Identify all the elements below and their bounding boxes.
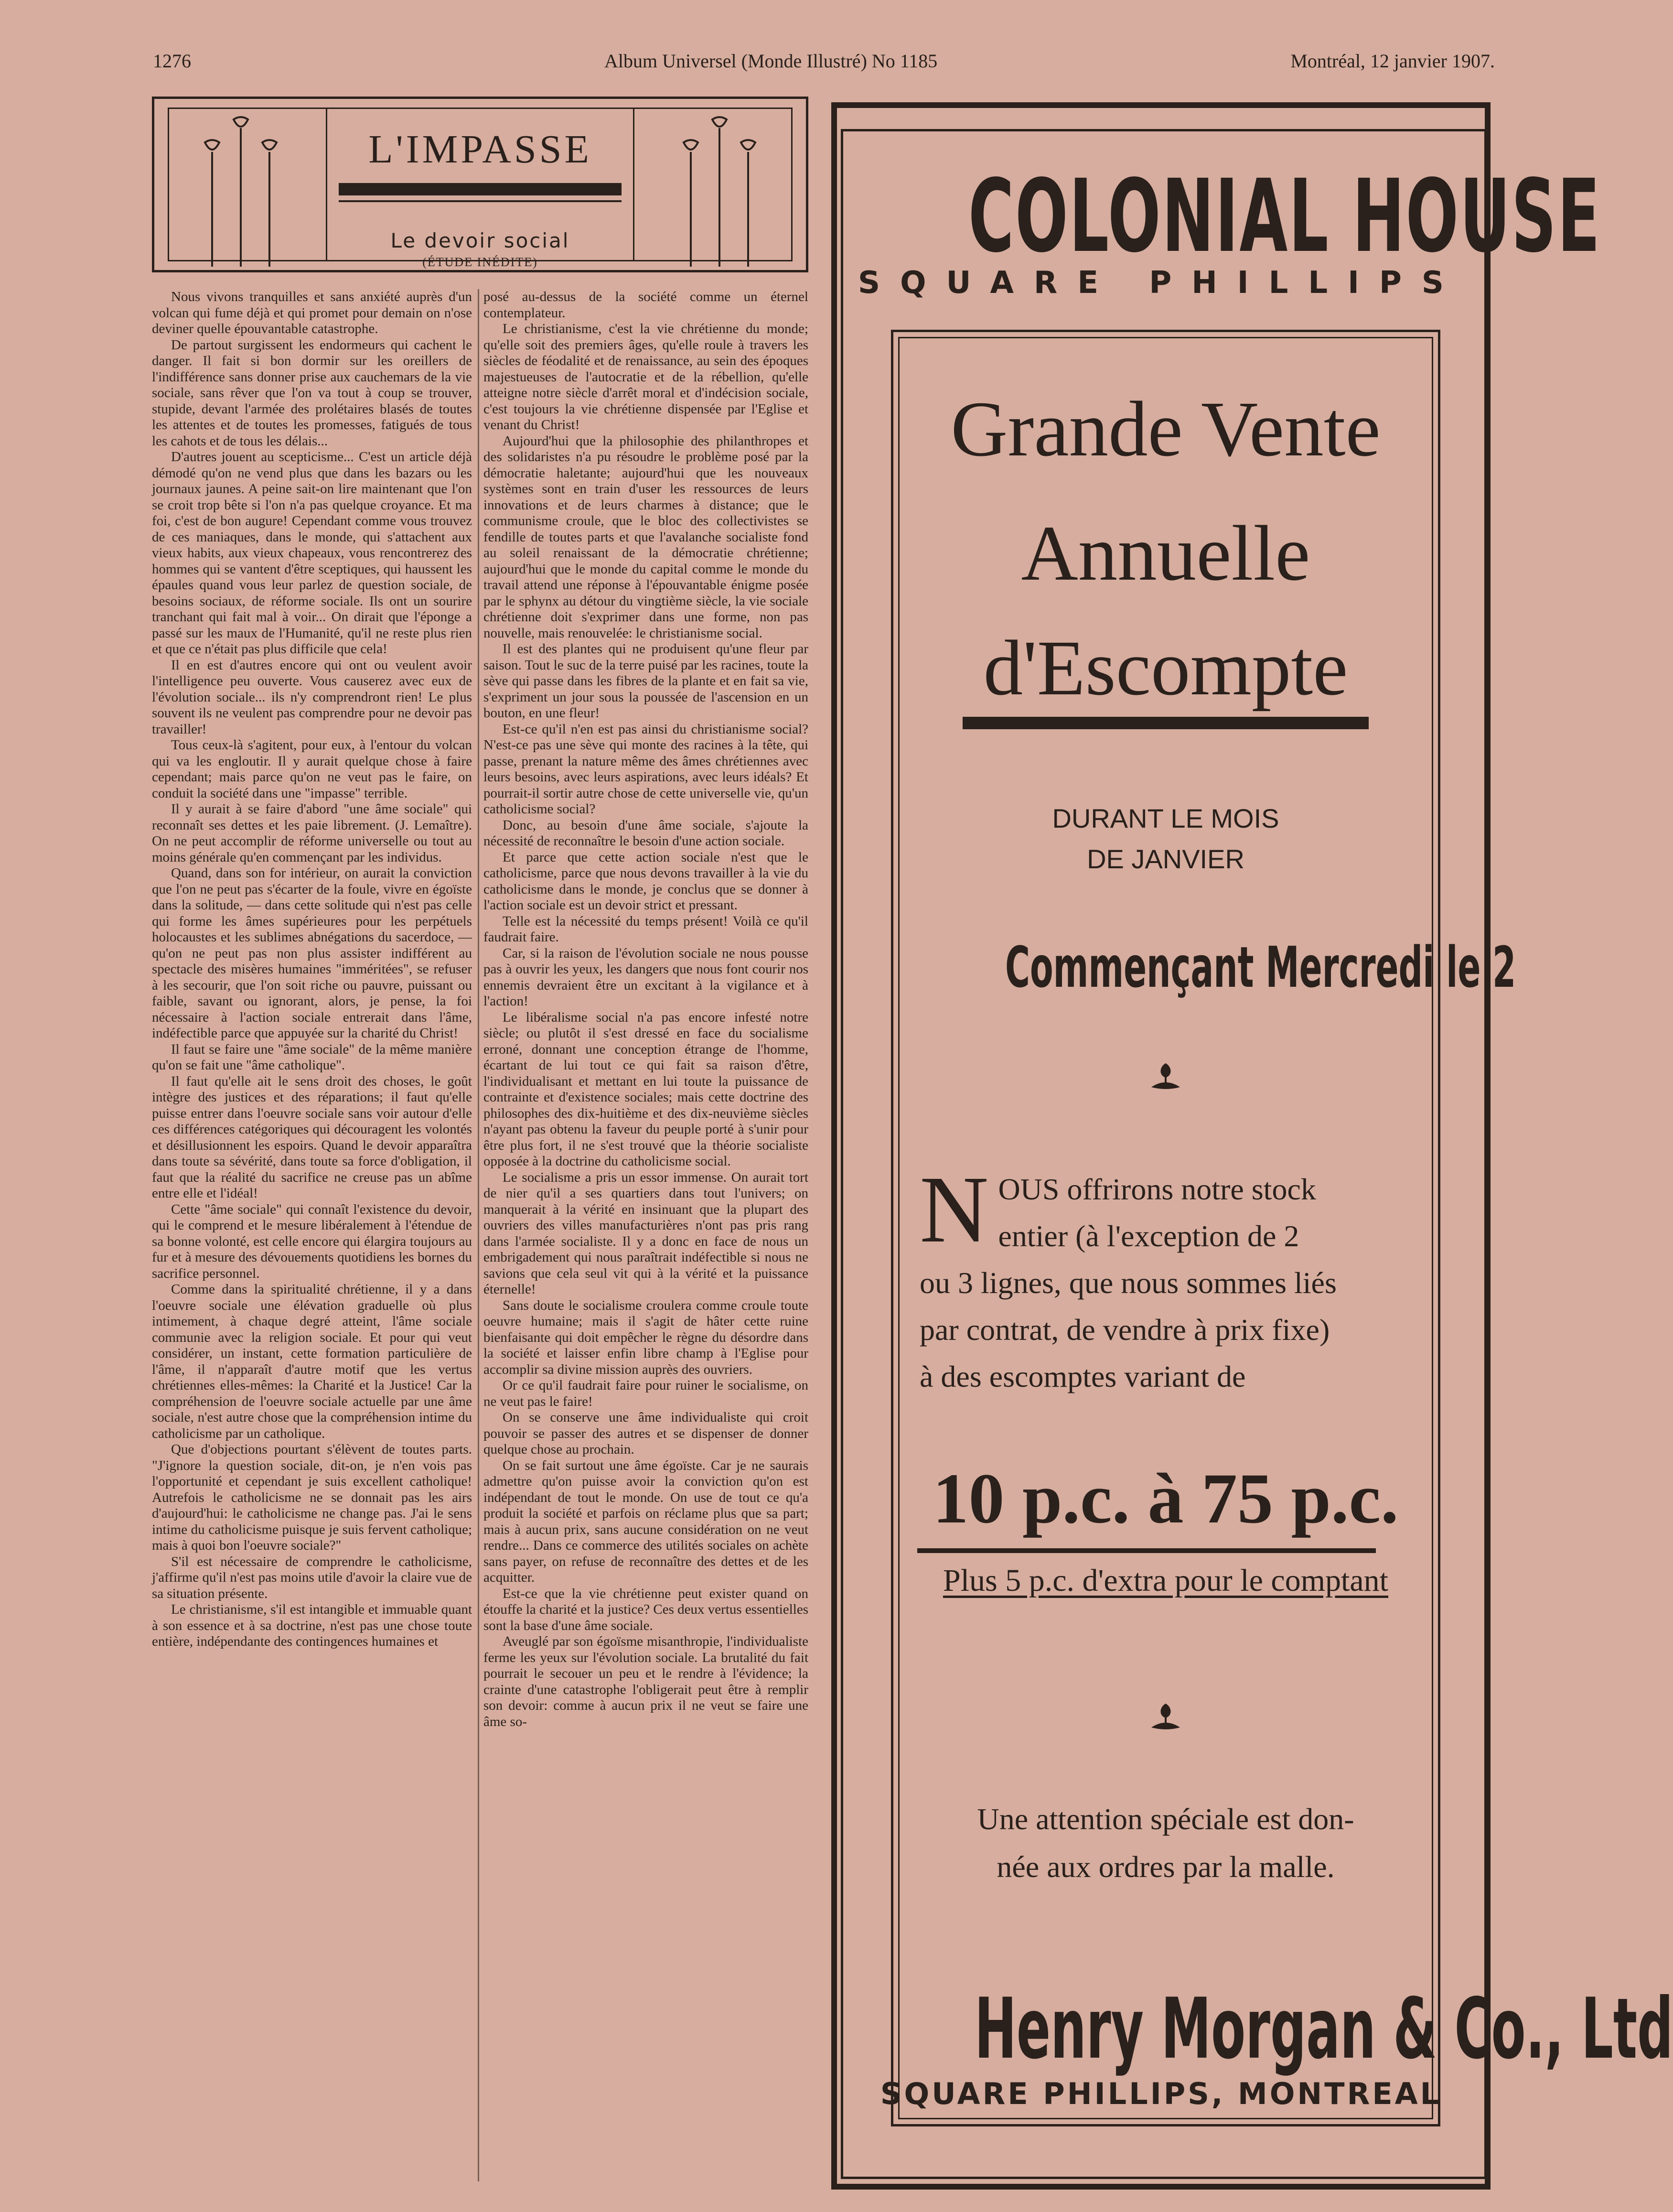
paragraph: Est-ce que la vie chrétienne peut exister quand on étouffe la charité et la justice? Ces deux vertus essentielles sont la base d'une âme sociale. (483, 1586, 808, 1633)
paragraph: Est-ce qu'il n'en est pas ainsi du christianisme social? N'est-ce pas une sève qui monte des racines à la tête, qui passe, prenant la nature même des âmes chrétiennes avec leurs besoins, avec leurs aspirations, avec leurs idéals? Et pourrait-il sortir autre chose de cette universelle vie, qu'un catholicisme social? (483, 721, 808, 817)
paragraph: Tous ceux-là s'agitent, pour eux, à l'entour du volcan qui va les engloutir. Il y aurait quelque chose à faire cependant; mais parce qu'on ne veut pas le faire, on conduit la société dans une "impasse" terrible. (152, 737, 472, 801)
paragraph: On se conserve une âme individualiste qui croit pouvoir se passer des autres et se dispenser de donner quelque chose au prochain. (483, 1410, 808, 1457)
sale-headline-1: Grande Vente (951, 385, 1381, 473)
page-number: 1276 (153, 50, 191, 72)
paragraph: Sans doute le socialisme croulera comme croule toute oeuvre humaine; mais il s'agit de hâter cette ruine bienfaisante qui doit empêcher le règne du désordre dans la société et laisser enfin libre champ à l'Eglise pour accomplir sa divine mission auprès des ouvriers. (483, 1297, 808, 1377)
paragraph: On se fait surtout une âme égoïste. Car je ne saurais admettre qu'on puisse avoir la conviction qu'on est indépendant de tout le monde. On use de tout ce qu'a produit la société et parfois on réclame plus que sa part; mais à aucun prix, sans aucune considération on ne veut rendre... Dans ce commerce des utilités sociales on achète sans payer, on refuse de reconnaître des dettes et de les acquitter. (483, 1457, 808, 1585)
paragraph: Que d'objections pourtant s'élèvent de toutes parts. "J'ignore la question sociale, dit-on, je n'en vois pas l'opportunité et cependant je suis excellent catholique! Autrefois le catholicisme ne se donnait pas les airs d'aujourd'hui: le catholicisme ne change pas. J'ai le sens intime du catholicisme puisque je suis fervent catholique; mais à quoi bon l'oeuvre sociale?" (152, 1442, 472, 1553)
company-address: SQUARE PHILLIPS, MONTREAL (880, 2076, 1442, 2111)
article-column-1 (152, 289, 472, 1650)
article-column-2 (483, 289, 808, 1730)
paragraph: Il est des plantes qui ne produisent qu'une fleur par saison. Tout le suc de la terre puisé par les racines, toute la sève qui passe dans les fibres de la plante et en fait sa vie, s'expriment un jour sous la poussée de l'ascension en un bouton, en une fleur! (483, 641, 808, 721)
paragraph: Il faut qu'elle ait le sens droit des choses, le goût intègre des justices et des réparations; il faut qu'elle puisse entrer dans l'oeuvre sociale sans voir autour d'elle ces différences catégoriques qui découragent les volontés et désillusionnent les espoirs. Quand le devoir apparaîtra dans toute sa sévérité, dans toute sa force d'obligation, il faut que la réalité du sacrifice ne creuse pas un abîme entre elle et l'idéal! (152, 1073, 472, 1201)
discount-range: 10 p.c. à 75 p.c. (933, 1459, 1399, 1538)
paragraph: Car, si la raison de l'évolution sociale ne nous pousse pas à ouvrir les yeux, les dangers que nous font courir nos ennemis devraient être un excitant à la vigilance et à l'action! (483, 945, 808, 1009)
tulip-decoration-icon (169, 109, 312, 267)
store-location: SQUARE PHILLIPS (858, 265, 1464, 301)
headline-rule (963, 717, 1369, 729)
tulip-decoration-icon (648, 109, 791, 267)
sale-month-line-2: DE JANVIER (1087, 844, 1244, 874)
mail-order-notice-2: née aux ordres par la malle. (997, 1850, 1335, 1884)
paragraph: Donc, au besoin d'une âme sociale, s'ajoute la nécessité de reconnaître le besoin d'une action sociale. (483, 817, 808, 849)
paragraph: Or ce qu'il faudrait faire pour ruiner le socialisme, on ne veut pas le faire! (483, 1378, 808, 1409)
page-header (153, 50, 1495, 78)
sale-month-line-1: DURANT LE MOIS (1052, 803, 1279, 833)
offer-line: par contrat, de vendre à prix fixe) (920, 1313, 1330, 1347)
paragraph: Telle est la nécessité du temps présent! Voilà ce qu'il faudrait faire. (483, 913, 808, 945)
offer-text (920, 1157, 1397, 1400)
paragraph: Cette "âme sociale" qui connaît l'existence du devoir, qui le comprend et le mesure libéralement à l'étendue de sa bonne volonté, est celle encore qui élargira toujours au fur et à mesure des dévouements quotidiens les bornes du sacrifice personnel. (152, 1201, 472, 1281)
issue-date: Montréal, 12 janvier 1907. (1290, 50, 1495, 72)
column-divider (478, 289, 479, 2181)
paragraph: posé au-dessus de la société comme un éternel contemplateur. (483, 289, 808, 321)
paragraph: Aveuglé par son égoïsme misanthropie, l'individualiste ferme les yeux sur l'évolution sociale. La brutalité du fait pourrait le secouer un peu et le rendre à l'évidence; la crainte d'une catastrophe l'obligerait peut être à remplir son devoir: comme à aucun prix il ne veut se faire une âme so- (483, 1634, 808, 1729)
paragraph: Il y aurait à se faire d'abord "une âme sociale" qui reconnaît ses dettes et les paie librement. (J. Lemaître). On ne peut accomplir de réforme universelle ou tout au moins générale qu'en commençant par les individus. (152, 801, 472, 865)
offer-line: entier (à l'exception de 2 (998, 1219, 1299, 1253)
article-title-box (152, 97, 808, 272)
paragraph: S'il est nécessaire de comprendre le catholicisme, j'affirme qu'il n'est pas moins utile d'avoir la claire vue de sa situation présente. (152, 1554, 472, 1601)
paragraph: Aujourd'hui que la philosophie des philanthropes et des solidaristes n'a pu résoudre le problème posé par la démocratie haletante; aujourd'hui que les nouveaux systèmes sont en train d'user les ressources de leurs innovations et de leurs charmes à distance; que le communisme croule, que le bloc des collectivistes se fendille de toutes parts et que l'avalanche socialiste fond au soleil renaissant de la démocratie chrétienne; aujourd'hui que le monde du capital comme le monde du travail attend une réponse à l'épouvantable énigme posée par le sphynx au détour du vingtième siècle, la vie sociale chrétienne doit s'exprimer dans une forme, non pas nouvelle, mais renouvelée: le christianisme social. (483, 433, 808, 641)
offer-line: ou 3 lignes, que nous sommes liés (920, 1266, 1337, 1300)
paragraph: Le christianisme, c'est la vie chrétienne du monde; qu'elle soit des premiers âges, qu'elle roule à travers les siècles de féodalité et de renaissance, au sein des époques majestueuses de l'autocratie et de la rébellion, qu'elle atteigne notre siècle d'arrêt moral et d'indécision sociale, c'est toujours la vie chrétienne dispensée par l'Eglise et venant du Christ! (483, 321, 808, 432)
article-heading (326, 109, 634, 269)
company-name: Henry Morgan & Co., Ltd (975, 1981, 1673, 2078)
offer-line: à des escomptes variant de (920, 1360, 1246, 1393)
paragraph: Le christianisme, s'il est intangible et immuable quant à son essence et à sa doctrine, n'est pas une chose toute entière, indépendante des contingences humaines et (152, 1602, 472, 1649)
cash-extra: Plus 5 p.c. d'extra pour le comptant (943, 1563, 1389, 1598)
sale-headline-3: d'Escompte (983, 624, 1348, 712)
publication-title: Album Universel (Monde Illustré) No 1185 (604, 50, 938, 72)
offer-line: OUS offrirons notre stock (998, 1172, 1316, 1206)
offer-drop-cap: N (920, 1157, 989, 1262)
sale-headline-2: Annuelle (1021, 509, 1310, 597)
paragraph: De partout surgissent les endormeurs qui cachent le danger. Il fait si bon dormir sur les oreillers de l'indifférence sans donner prise aux cauchemars de la vie sociale, sans rêver que l'on va tout à coup se trouver, stupide, devant l'armée des prolétaires blasés de toutes les attentes et de toutes les promesses, fatigués de tous les cahots et de tous les délais... (152, 337, 472, 449)
paragraph: Le libéralisme social n'a pas encore infesté notre siècle; ou plutôt il s'est dressé en face du socialisme erroné, donnant une conception étrange de l'homme, écartant de lui tout ce qui fait sa raison d'être, l'individualisant et mettant en lui toute la puissance de contrainte et d'existence sociales; mais cette doctrine des philosophes des dix-huitième et des dix-neuvième siècles n'ayant pas obtenu la faveur du peuple porté à s'unir pour être plus fort, il ne s'est trouvé que la théorie socialiste opposée à la doctrine du catholicisme social. (483, 1009, 808, 1169)
floral-ornament-icon (1147, 1699, 1185, 1737)
store-name: COLONIAL HOUSE (968, 158, 1601, 275)
article-subtitle: Le devoir social (390, 229, 570, 252)
sale-start: Commençant Mercredi le 2 (1005, 934, 1516, 1000)
floral-ornament-icon (1147, 1058, 1185, 1097)
title-rule (339, 183, 622, 195)
paragraph: Quand, dans son for intérieur, on aurait la conviction que l'on ne peut pas s'écarter de la foule, vivre en égoïste dans la solitude, — dans cette solitude qui n'est pas celle qui forme les âmes supérieures pour les perpétuels holocaustes et les sublimes abnégations du sacerdoce, — qu'on ne peut pas non plus assister indifférent au spectacle des misères humaines "imméritées", se refuser à les secourir, que l'on soit riche ou pauvre, puissant ou faible, savant ou ignorant, alors, je pense, la foi nécessaire à l'action sociale entrerait dans l'âme, indéfectible parce que appuyée sur la charité du Christ! (152, 865, 472, 1041)
paragraph: D'autres jouent au scepticisme... C'est un article déjà démodé qu'on ne vend plus que dans les bazars ou les journaux jaunes. A peine sait-on lire maintenant que l'on se croit trop bête si l'on n'a pas quelque croyance. Et ma foi, c'est de bon augure! Cependant comme vous trouvez de ces maniaques, dans le monde, qui s'attachent aux vieux habits, aux vieux chapeaux, vous rencontrerez des hommes qui se vantent d'être sceptiques, qui haussent les épaules quand vous leur parlez de question sociale, de besoins sociaux, de réforme sociale. Ils ont un sourire tranchant qui fait mal à voir... On dirait que l'éponge a passé sur les maux de l'Humanité, qu'il ne reste plus rien et que ce n'était pas plus difficile que cela! (152, 449, 472, 657)
paragraph: Nous vivons tranquilles et sans anxiété auprès d'un volcan qui fume déjà et qui promet pour demain on n'ose deviner quelle épouvantable catastrophe. (152, 289, 472, 336)
article-title: L'IMPASSE (368, 127, 592, 172)
paragraph: Le socialisme a pris un essor immense. On aurait tort de nier qu'il a ses quartiers dans tout l'univers; on manquerait à la vérité en insinuant que la plupart des ouvriers des villes manufacturières n'ont pas pris rang dans l'armée socialiste. Il y a donc en face de nous un embrigadement qui nous paraîtrait indéfectible si nous ne savions que cela seul vit qui à la vérité et la puissance éternelle! (483, 1169, 808, 1297)
discount-rule (917, 1548, 1376, 1553)
paragraph: Et parce que cette action sociale n'est que le catholicisme, parce que nous devons travailler à la vie du catholicisme dans le monde, je conclus que se donner à l'action sociale est un devoir strict et pressant. (483, 849, 808, 913)
article-note: (ÉTUDE INÉDITE) (422, 255, 538, 269)
title-rule-thin (339, 200, 622, 202)
paragraph: Comme dans la spiritualité chrétienne, il y a dans l'oeuvre sociale une élévation graduelle où plus intimement, à chaque degré atteint, l'âme sociale communie avec la religion sociale. Et pour qui veut considérer, un instant, cette formation particulière de l'âme, il n'apparaît d'autre motif que les vertus chrétiennes elles-mêmes: la Charité et la Justice! Car la compréhension de l'oeuvre sociale actuelle par une âme sociale, n'est autre chose que la compréhension intime du catholicisme par un catholique. (152, 1282, 472, 1441)
paragraph: Il en est d'autres encore qui ont ou veulent avoir l'intelligence peu ouverte. Vous causerez avec eux de l'évolution sociale... ils n'y comprendront rien! Le plus souvent ils ne veulent pas comprendre pour ne devoir pas travailler! (152, 657, 472, 737)
mail-order-notice-1: Une attention spéciale est don- (977, 1802, 1354, 1836)
paragraph: Il faut se faire une "âme sociale" de la même manière qu'on se fait une "âme catholique". (152, 1041, 472, 1073)
